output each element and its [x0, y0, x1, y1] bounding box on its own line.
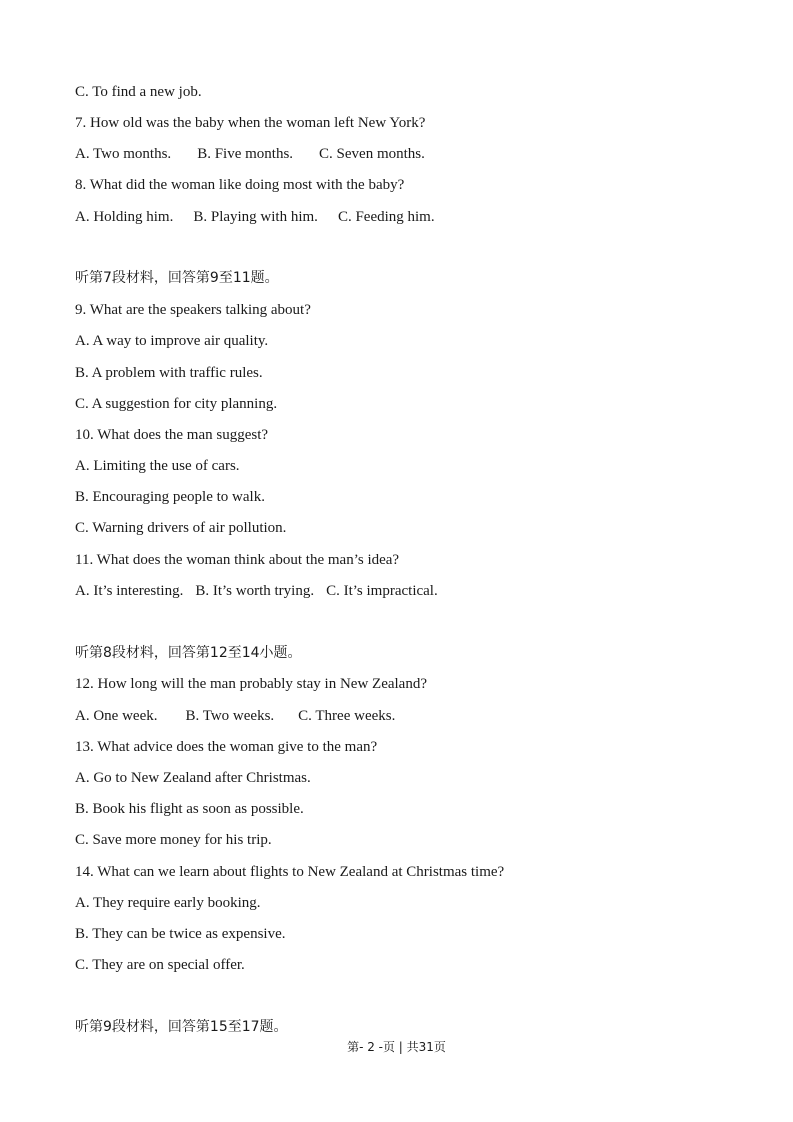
- question-12: 12. How long will the man probably stay in New Zealand?: [75, 676, 428, 692]
- option-c: C. Seven months.: [319, 146, 425, 162]
- question-14-option-a: A. They require early booking.: [75, 895, 261, 911]
- question-9-option-b: B. A problem with traffic rules.: [75, 365, 263, 381]
- option-c: C. Three weeks.: [298, 708, 396, 724]
- question-11: 11. What does the woman think about the man’s idea?: [75, 552, 400, 568]
- question-8: 8. What did the woman like doing most with the baby?: [75, 177, 405, 193]
- question-7-options: [75, 144, 425, 164]
- question-9-option-c: C. A suggestion for city planning.: [75, 396, 278, 412]
- question-9: 9. What are the speakers talking about?: [75, 302, 311, 318]
- question-10-option-a: A. Limiting the use of cars.: [75, 458, 240, 474]
- question-14: 14. What can we learn about flights to New Zealand at Christmas time?: [75, 864, 505, 880]
- question-7: 7. How old was the baby when the woman left New York?: [75, 115, 426, 131]
- option-a: A. Holding him.: [75, 209, 174, 225]
- question-13-option-c: C. Save more money for his trip.: [75, 832, 272, 848]
- section-heading-7: 听第7段材料，回答第9至11题。: [75, 270, 279, 286]
- question-13-option-b: B. Book his flight as soon as possible.: [75, 801, 304, 817]
- question-12-options: [75, 706, 395, 726]
- option-b: B. Two weeks.: [185, 708, 275, 724]
- question-8-options: [75, 207, 435, 227]
- question-11-options: [75, 581, 438, 601]
- option-c: C. It’s impractical.: [326, 583, 438, 599]
- section-heading-8: 听第8段材料，回答第12至14小题。: [75, 645, 302, 661]
- option-line: C. To find a new job.: [75, 84, 202, 100]
- question-13: 13. What advice does the woman give to the man?: [75, 739, 378, 755]
- page-footer: 第- 2 -页 | 共31页: [347, 1040, 446, 1054]
- question-10-option-b: B. Encouraging people to walk.: [75, 489, 265, 505]
- section-heading-9: 听第9段材料，回答第15至17题。: [75, 1019, 288, 1035]
- option-b: B. It’s worth trying.: [195, 583, 315, 599]
- question-14-option-b: B. They can be twice as expensive.: [75, 926, 286, 942]
- question-9-option-a: A. A way to improve air quality.: [75, 333, 269, 349]
- question-10: 10. What does the man suggest?: [75, 427, 269, 443]
- option-b: B. Five months.: [197, 146, 294, 162]
- option-a: A. Two months.: [75, 146, 172, 162]
- question-13-option-a: A. Go to New Zealand after Christmas.: [75, 770, 311, 786]
- option-a: A. One week.: [75, 708, 158, 724]
- option-b: B. Playing with him.: [193, 209, 318, 225]
- question-14-option-c: C. They are on special offer.: [75, 957, 245, 973]
- option-c: C. Feeding him.: [337, 209, 435, 225]
- question-10-option-c: C. Warning drivers of air pollution.: [75, 520, 287, 536]
- option-a: A. It’s interesting.: [75, 583, 184, 599]
